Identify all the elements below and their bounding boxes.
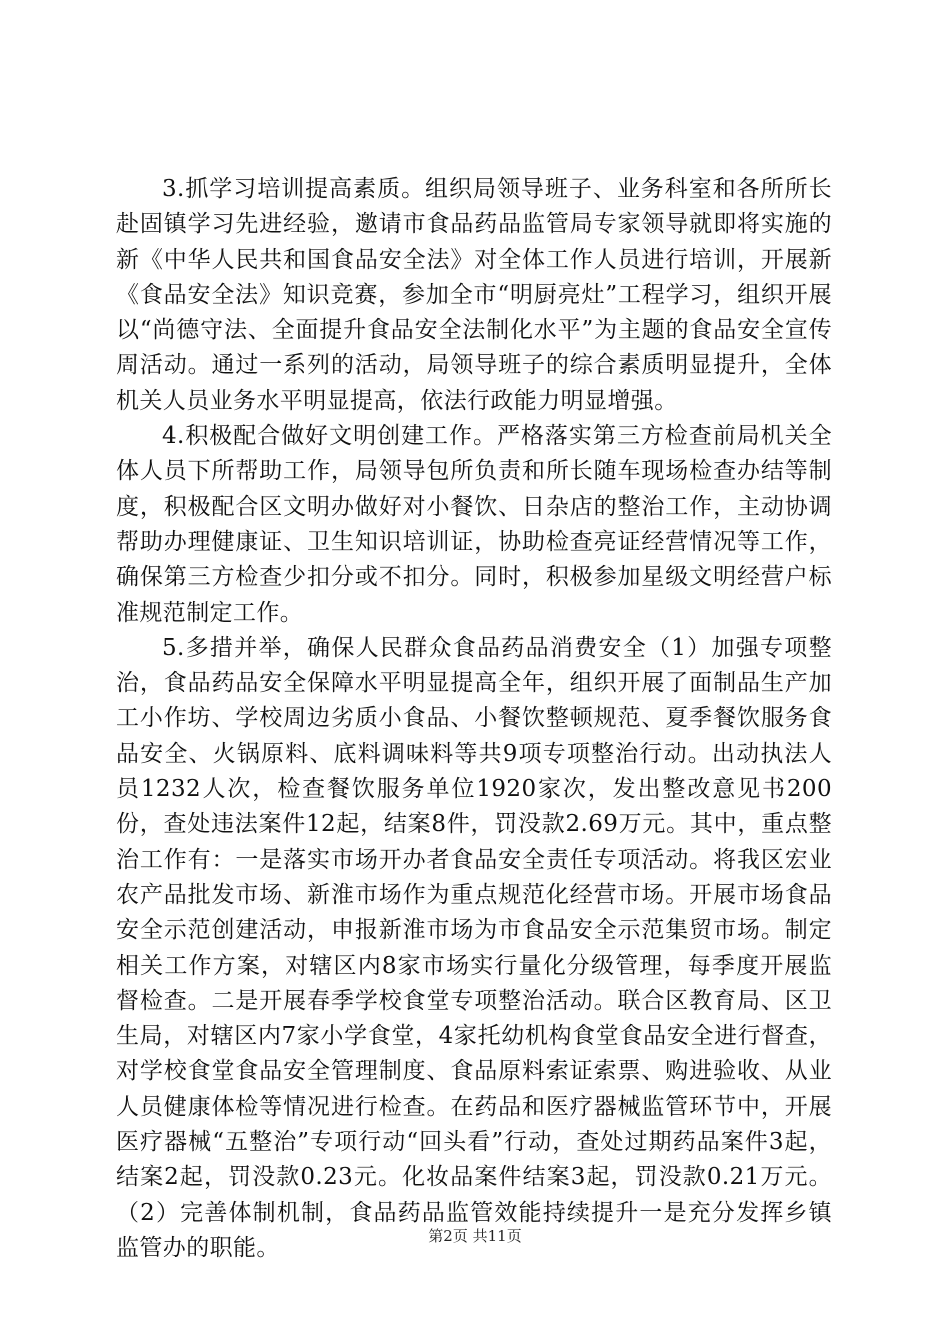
paragraph-food-drug-safety: 5.多措并举，确保人民群众食品药品消费安全（1）加强专项整治，食品药品安全保障水平明显提高全年，组织开展了面制品生产加工小作坊、学校周边劣质小食品、小餐饮整顿规范、夏季餐饮服务食品安全、火锅原料、底料调味料等共9项专项整治行动。出动执法人员1232人次，检查餐饮服务单位1920家次，发出整改意见书200份，查处违法案件12起，结案8件，罚没款2.69万元。其中，重点整治工作有：一是落实市场开办者食品安全责任专项活动。将我区宏业农产品批发市场、新淮市场作为重点规范化经营市场。开展市场食品安全示范创建活动，申报新淮市场为市食品安全示范集贸市场。制定相关工作方案，对辖区内8家市场实行量化分级管理，每季度开展监督检查。二是开展春季学校食堂专项整治活动。联合区教育局、区卫生局，对辖区内7家小学食堂，4家托幼机构食堂食品安全进行督查，对学校食堂食品安全管理制度、食品原料索证索票、购进验收、从业人员健康体检等情况进行检查。在药品和医疗器械监管环节中，开展医疗器械“五整治”专项行动“回头看”行动，查处过期药品案件3起，结案2起，罚没款0.23元。化妆品案件结案3起，罚没款0.21万元。（2）完善体制机制，食品药品监管效能持续提升一是充分发挥乡镇监管办的职能。 <box>116 634 832 1261</box>
document-body <box>116 172 832 1266</box>
paragraph-civilization-creation: 4.积极配合做好文明创建工作。严格落实第三方检查前局机关全体人员下所帮助工作，局领导包所负责和所长随车现场检查办结等制度，积极配合区文明办做好对小餐饮、日杂店的整治工作，主动协调帮助办理健康证、卫生知识培训证，协助检查亮证经营情况等工作，确保第三方检查少扣分或不扣分。同时，积极参加星级文明经营户标准规范制定工作。 <box>116 423 832 626</box>
paragraph-study-training: 3.抓学习培训提高素质。组织局领导班子、业务科室和各所所长赴固镇学习先进经验，邀请市食品药品监管局专家领导就即将实施的新《中华人民共和国食品安全法》对全体工作人员进行培训，开展新《食品安全法》知识竞赛，参加全市“明厨亮灶”工程学习，组织开展以“尚德守法、全面提升食品安全法制化水平”为主题的食品安全宣传周活动。通过一系列的活动，局领导班子的综合素质明显提升，全体机关人员业务水平明显提高，依法行政能力明显增强。 <box>116 176 832 414</box>
page-number-footer: 第2页 共11页 <box>428 1227 522 1245</box>
